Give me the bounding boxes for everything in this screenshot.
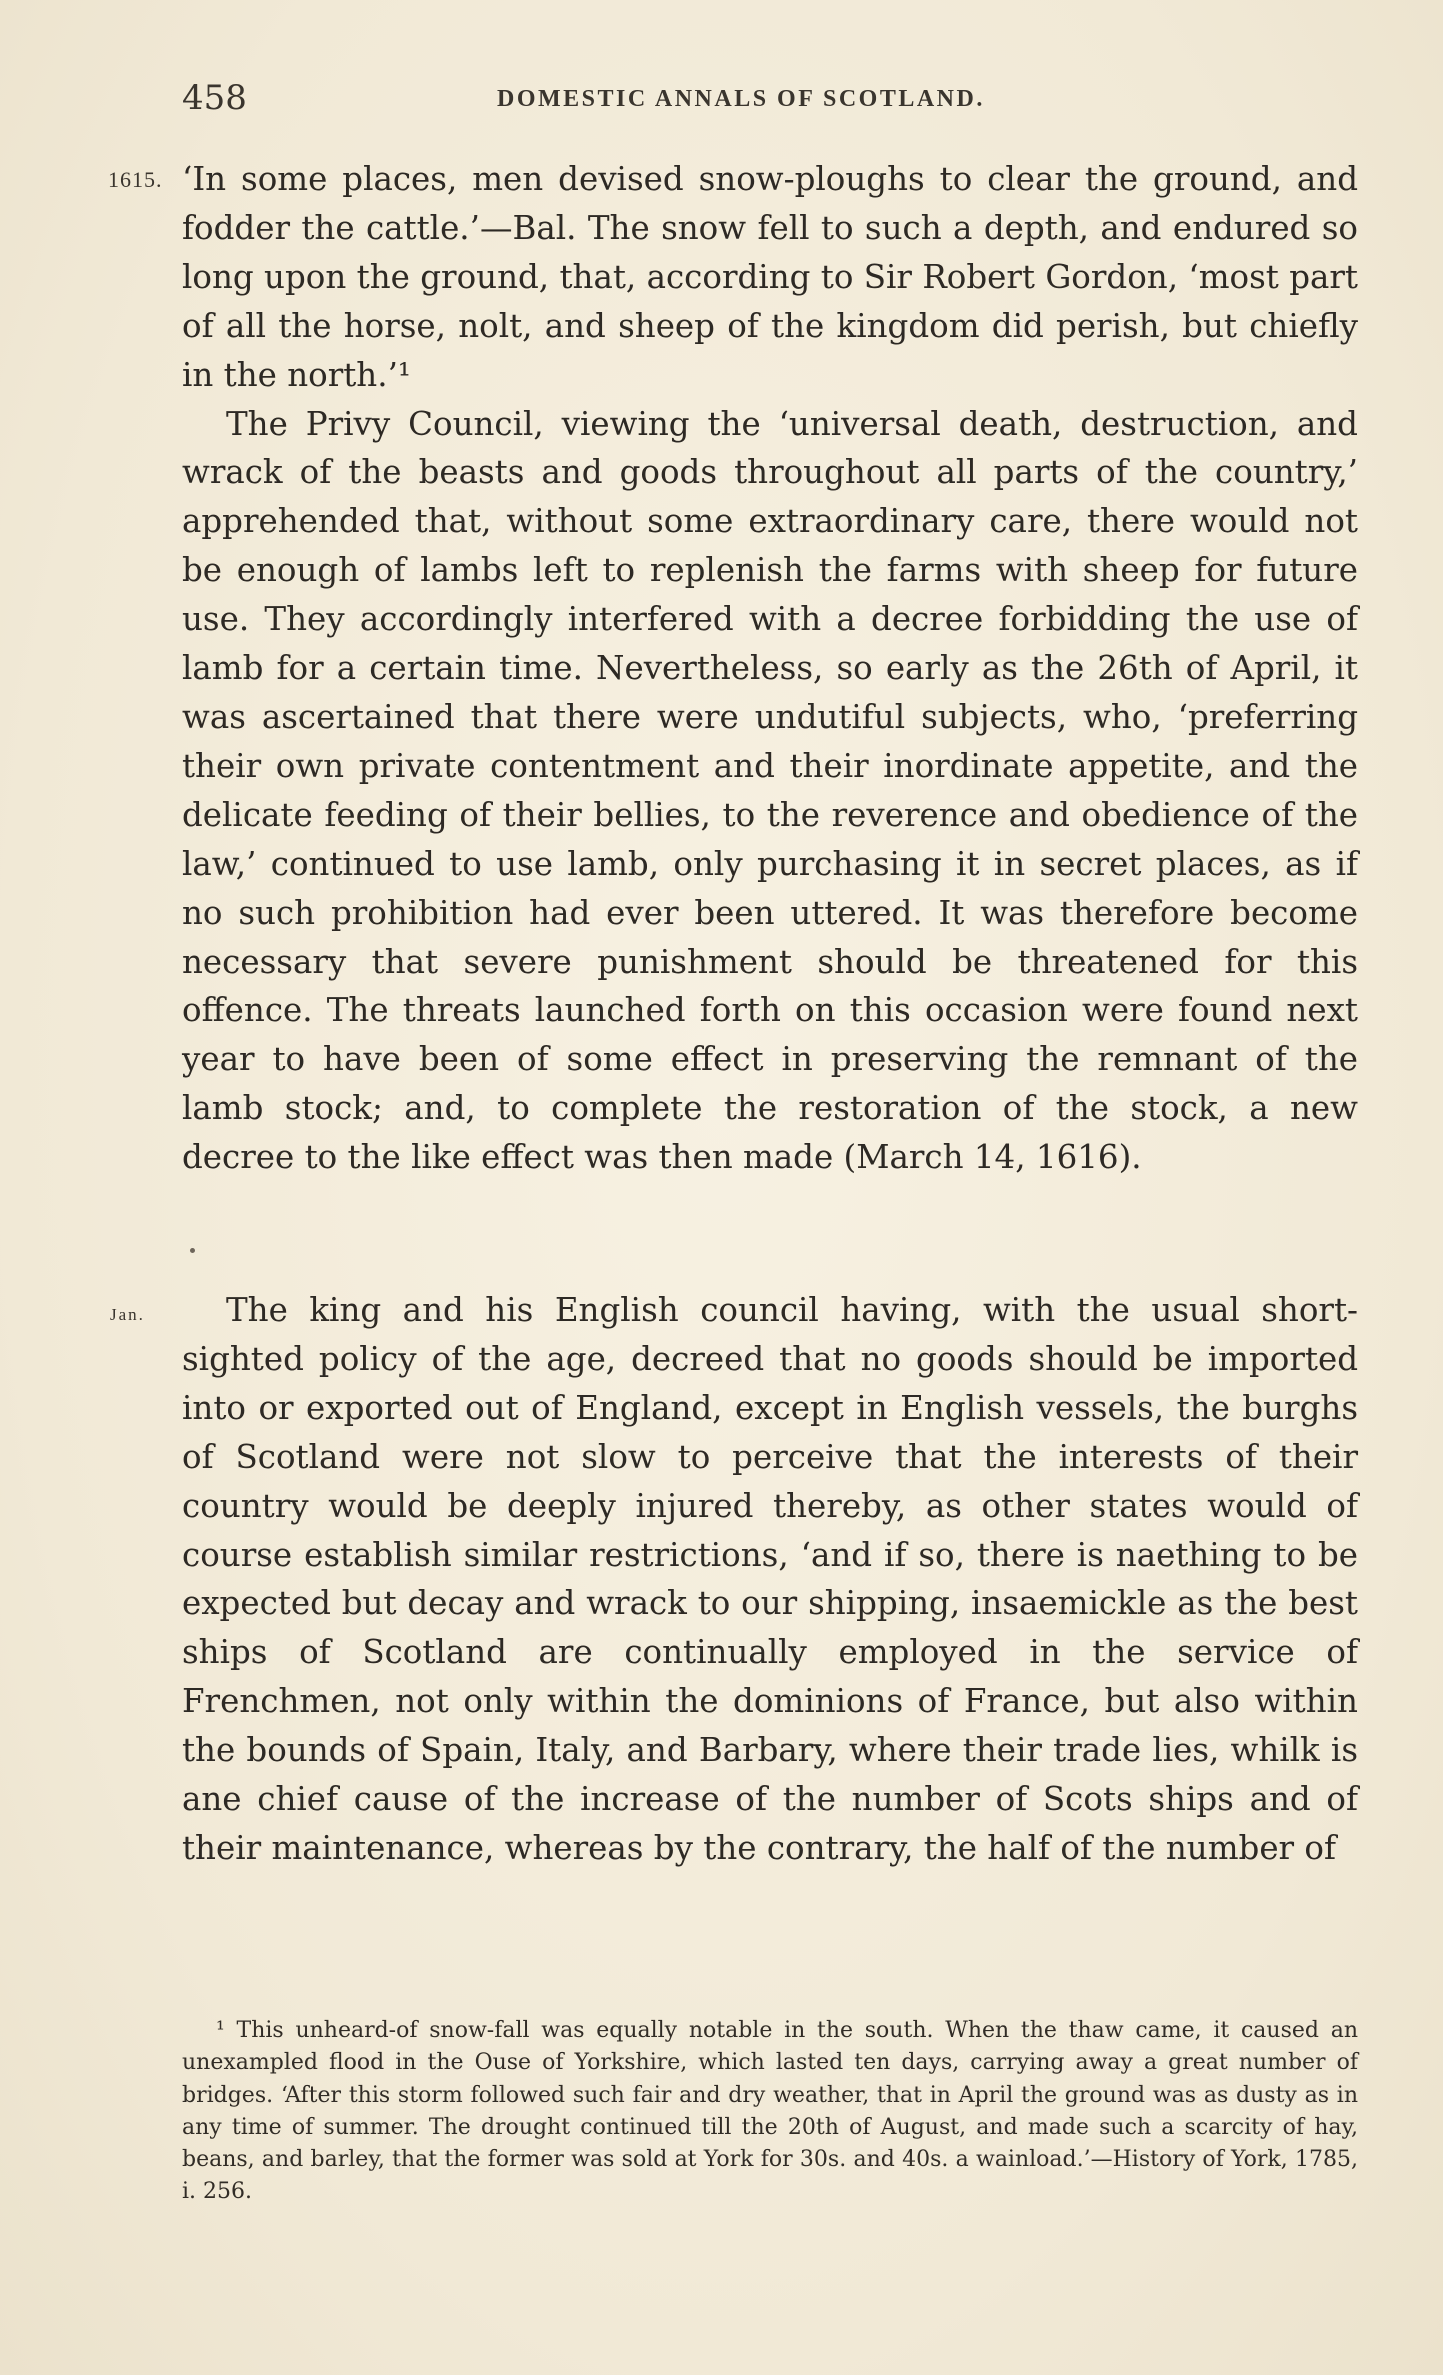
footnote: ¹ This unheard-of snow-fall was equally notable in the south. When the thaw came, it caused an unexampled flood in the Ouse of Yorkshire, which lasted ten days, carrying away a great number of bridges. ‘After this storm followed such fair and dry weather, that in April the ground was as dusty as in any time of summer. The drought continued till the 20th of August, and made such a scarcity of hay, beans, and barley, that the former was sold at York for 30s. and 40s. a wainload.’—History of York, 1785, i. 256. [182,2018,1358,2205]
main-text-upper [182,155,1358,1182]
paragraph-privy-council: The Privy Council, viewing the ‘universal death, destruction, and wrack of the beasts and goods throughout all parts of the country,’ apprehended that, without some extraordinary care, there would not be enough of lambs left to replenish the farms with sheep for future use. They accordingly interfered with a decree forbidding the use of lamb for a certain time. Nevertheless, so early as the 26th of April, it was ascertained that there were undutiful subjects, who, ‘preferring their own private contentment and their inordinate appetite, and the delicate feeding of their bellies, to the reverence and obedience of the law,’ continued to use lamb, only purchasing it in secret places, as if no such prohibition had ever been uttered. It was therefore become necessary that severe punishment should be threatened for this offence. The threats launched forth on this occasion were found next year to have been of some effect in preserving the remnant of the lamb stock; and, to complete the restoration of the stock, a new decree to the like effect was then made (March 14, 1616). [182,404,1358,1177]
margin-month-note: Jan. [110,1305,145,1324]
page-number: 458 [182,78,247,118]
ink-speck [190,1248,195,1253]
margin-year-note: 1615. [108,167,163,192]
page-header [182,78,1362,128]
main-text-lower [182,1286,1358,1873]
paragraph-english-council: The king and his English council having, with the usual short-sighted policy of the age, decreed that no goods should be imported into or exported out of England, except in English vessels, the burghs of Scotland were not slow to perceive that the interests of their country would be deeply injured thereby, as other states would of course establish similar restrictions, ‘and if so, there is naething to be expected but decay and wrack to our shipping, insaemickle as the best ships of Scotland are continually employed in the service of Frenchmen, not only within the dominions of France, but also within the bounds of Spain, Italy, and Barbary, where their trade lies, whilk is ane chief cause of the increase of the number of Scots ships and of their maintenance, whereas by the contrary, the half of the number of [182,1291,1358,1867]
running-head: DOMESTIC ANNALS OF SCOTLAND. [497,86,985,112]
paragraph-snow-ploughs: ‘In some places, men devised snow-ploughs to clear the ground, and fodder the cattle.’—Bal. The snow fell to such a depth, and endured so long upon the ground, that, according to Sir Robert Gordon, ‘most part of all the horse, nolt, and sheep of the kingdom did perish, but chiefly in the north.’¹ [182,160,1358,394]
